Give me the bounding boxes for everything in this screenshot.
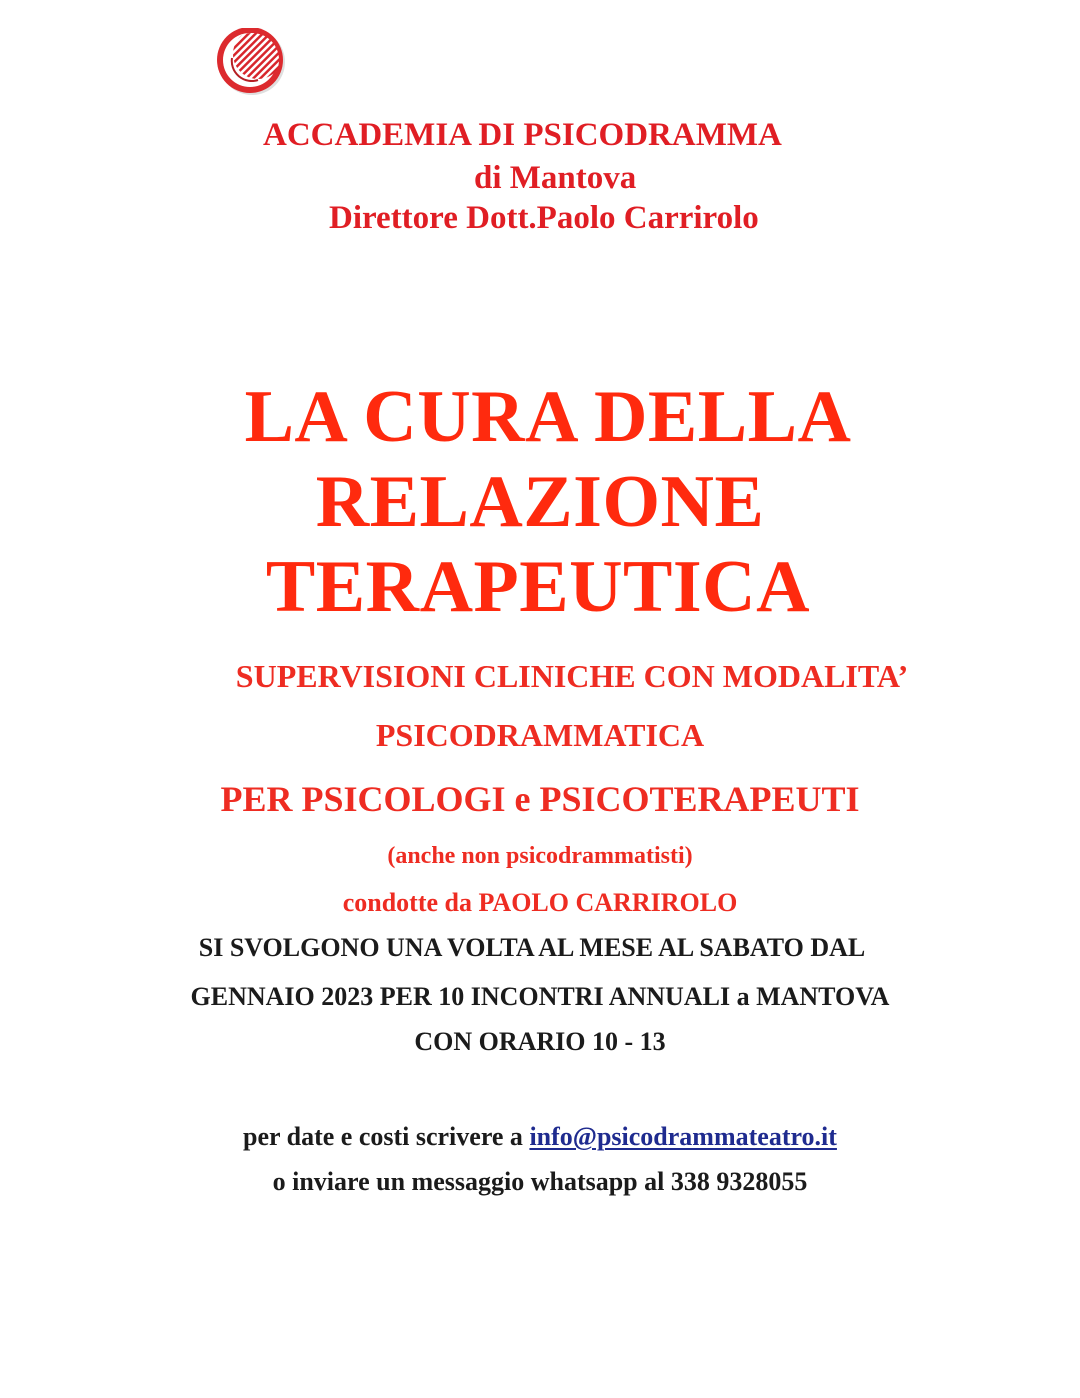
subtitle-line-1: SUPERVISIONI CLINICHE CON MODALITA’	[235, 658, 909, 694]
main-title-line-2: RELAZIONE	[315, 461, 765, 543]
academy-city: di Mantova	[474, 160, 637, 196]
academy-logo	[210, 28, 290, 96]
schedule-line-1: SI SVOLGONO UNA VOLTA AL MESE AL SABATO DAL	[198, 933, 866, 962]
subtitle-line-2: PSICODRAMMATICA	[375, 717, 705, 753]
contact-whatsapp-line: o inviare un messaggio whatsapp al 338 9328055	[272, 1167, 808, 1196]
subtitle-conductor: condotte da PAOLO CARRIROLO	[342, 888, 738, 917]
contact-email-line	[0, 1122, 1080, 1152]
schedule-line-2: GENNAIO 2023 PER 10 INCONTRI ANNUALI a MANTOVA	[190, 982, 890, 1011]
main-title-line-3: TERAPEUTICA	[265, 546, 811, 628]
subtitle-audience: PER PSICOLOGI e PSICOTERAPEUTI	[220, 779, 860, 819]
academy-director: Direttore Dott.Paolo Carrirolo	[329, 200, 759, 236]
main-title-line-1: LA CURA DELLA	[244, 376, 852, 458]
schedule-hours: CON ORARIO 10 - 13	[414, 1027, 666, 1056]
contact-prefix: per date e costi scrivere a	[243, 1122, 530, 1151]
subtitle-note: (anche non psicodrammatisti)	[387, 843, 693, 869]
email-link[interactable]: info@psicodrammateatro.it	[529, 1122, 837, 1151]
academy-name: ACCADEMIA DI PSICODRAMMA	[263, 117, 782, 153]
